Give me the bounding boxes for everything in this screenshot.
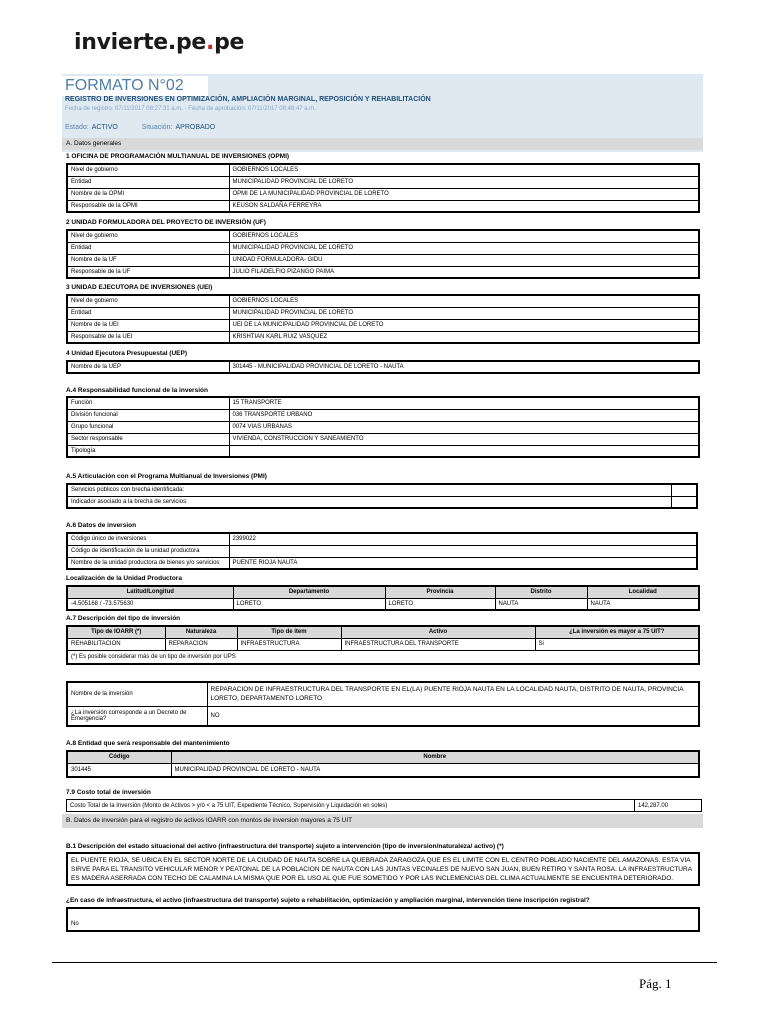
a6-title: A.6 Datos de inversion bbox=[66, 522, 137, 529]
table-row bbox=[67, 908, 699, 931]
table-row bbox=[67, 409, 699, 421]
b1-table bbox=[66, 852, 700, 886]
a8-table bbox=[66, 750, 700, 778]
opmi-key: Entidad bbox=[67, 176, 229, 188]
table-row bbox=[67, 682, 699, 706]
estado-label: Estado: bbox=[65, 124, 89, 131]
a7-header: Tipo de IOARR (*) bbox=[67, 626, 165, 638]
a7-table bbox=[66, 625, 700, 665]
uei-value: KRISHTIAN KARL RUIZ VASQUEZ bbox=[229, 331, 699, 343]
a4-value bbox=[229, 445, 699, 457]
table-row bbox=[67, 254, 699, 266]
uei-value: GOBIERNOS LOCALES bbox=[229, 295, 699, 307]
uf-key: Nivel de gobierno bbox=[67, 230, 229, 242]
form-title: FORMATO N°02 bbox=[65, 77, 184, 94]
table-row bbox=[67, 800, 702, 812]
a4-value: 0074 VIAS URBANAS bbox=[229, 421, 699, 433]
a4-key: Función bbox=[67, 397, 229, 409]
a6-table bbox=[66, 532, 698, 570]
situacion-value: APROBADO bbox=[175, 124, 216, 131]
opmi-key: Nivel de gobierno bbox=[67, 164, 229, 176]
a4-value: 036 TRANSPORTE URBANO bbox=[229, 409, 699, 421]
a8-cell: 301445 bbox=[67, 763, 171, 777]
table-row bbox=[67, 638, 699, 650]
a5-key: Servicios públicos con brecha identificada: bbox=[67, 484, 671, 496]
b1-title: B.1 Descripción del estado situacional del activo (infraestructura del transporte) sujeto a intervención (tipo de inversion/naturaleza/ activo) (*) bbox=[66, 843, 504, 850]
page-number: Pág. 1 bbox=[639, 976, 672, 991]
a4-title: A.4 Responsabilidad funcional de la inversión bbox=[66, 387, 208, 394]
a5-title: A.5 Articulación con el Programa Multianual de Inversiones (PMI) bbox=[66, 473, 267, 480]
uei-key: Responsable de la UEI bbox=[67, 331, 229, 343]
costo-label: Costo Total de la Inversión (Monto de Activos > y/ó < a 75 UIT, Expediente Técnico, Supervisión y Liquidación en soles) bbox=[67, 800, 635, 812]
loc-table bbox=[66, 585, 700, 611]
table-row bbox=[67, 598, 699, 610]
table-row bbox=[67, 433, 699, 445]
table-header-row bbox=[67, 751, 699, 763]
loc-header: Localidad bbox=[587, 586, 699, 598]
loc-cell: LORETO bbox=[233, 598, 385, 610]
a7-header: Tipo de ítem bbox=[237, 626, 341, 638]
footer-divider bbox=[52, 962, 717, 963]
uep-title: 4 Unidad Ejecutora Presupuestal (UEP) bbox=[66, 350, 188, 357]
a5-value bbox=[671, 496, 697, 508]
a6-key: Código único de inversiones bbox=[67, 533, 229, 545]
uf-table bbox=[66, 229, 700, 279]
a8-title: A.8 Entidad que será responsable del mantenimiento bbox=[66, 740, 230, 747]
b2-table bbox=[66, 907, 700, 932]
table-header-row bbox=[67, 626, 699, 638]
uf-value: GOBIERNOS LOCALES bbox=[229, 230, 699, 242]
table-row bbox=[67, 421, 699, 433]
table-row bbox=[67, 545, 697, 557]
a7-header: Naturaleza bbox=[165, 626, 237, 638]
a4-table bbox=[66, 396, 700, 458]
form-subtitle: REGISTRO DE INVERSIONES EN OPTIMIZACIÓN, AMPLIACIÓN MARGINAL, REPOSICIÓN Y REHABILITACIÓN bbox=[65, 96, 431, 103]
table-row bbox=[67, 650, 699, 664]
loc-header: Latitud/Longitud bbox=[67, 586, 233, 598]
uep-key: Nombre de la UEP bbox=[67, 361, 229, 373]
uf-title: 2 UNIDAD FORMULADORA DEL PROYECTO DE INVERSIÓN (UF) bbox=[66, 219, 266, 226]
a4-key: Tipología bbox=[67, 445, 229, 457]
table-row bbox=[67, 331, 699, 343]
loc-cell: -4.505168 / -73.575630 bbox=[67, 598, 233, 610]
uep-value: 301445 - MUNICIPALIDAD PROVINCIAL DE LORETO - NAUTA bbox=[229, 361, 699, 373]
form-dates: Fecha de registro: 07/11/2017 08:27:31 a.m. · Fecha de aprobación: 07/11/2017 08:48:47 a.m. bbox=[65, 106, 316, 112]
b1-text: EL PUENTE RIOJA, SE UBICA EN EL SECTOR NORTE DE LA CIUDAD DE NAUTA SOBRE LA QUEBRADA ZARAGOZA QUE ES EL LIMITE CON EL CENTRO POBLADO NACIENTE DEL AMAZONAS. ESTA VIA SIRVE PARA EL TRANSITO VEHICULAR MENOR Y PEATONAL DE LA POBLACION DE NAUTA CON LAS JUNTAS VECINALES DE NUEVO SAN JUAN, BUEN RETIRO Y SANTA ROSA. LA INFRAESTRUCTURA ES MADERA ASERRADA CON TECHO DE CALAMINA LA MISMA QUE POR EL USO AL QUE FUE SOMETIDO Y POR LAS INCLEMENCIAS DEL CLIMA ACTUALMENTE SE ENCUENTRA DETERIORADO. bbox=[67, 853, 699, 885]
invierte-logo: invierte.pe.pe bbox=[74, 30, 245, 55]
uei-value: MUNICIPALIDAD PROVINCIAL DE LORETO bbox=[229, 307, 699, 319]
uei-key: Entidad bbox=[67, 307, 229, 319]
a7-header: ¿La inversión es mayor a 75 UIT? bbox=[535, 626, 699, 638]
situacion-label: Situación: bbox=[141, 124, 173, 131]
a7-cell: INFRAESTRUCTURA DEL TRANSPORTE bbox=[341, 638, 535, 650]
a6-value: PUENTE RIOJA NAUTA bbox=[229, 557, 697, 569]
table-row bbox=[67, 557, 697, 569]
a8-cell: MUNICIPALIDAD PROVINCIAL DE LORETO - NAUTA bbox=[171, 763, 699, 777]
a7-note: (*) Es posible considerar más de un tipo de inversión por UPS bbox=[67, 650, 699, 664]
inversion-name-label: Nombre de la inversión bbox=[67, 682, 207, 706]
a8-header: Código bbox=[67, 751, 171, 763]
opmi-key: Responsable de la OPMI bbox=[67, 200, 229, 212]
table-row bbox=[67, 307, 699, 319]
loc-cell: LORETO bbox=[385, 598, 495, 610]
a6-key: Nombre de la unidad productora de bienes y/o servicios bbox=[67, 557, 229, 569]
table-row bbox=[67, 176, 699, 188]
opmi-title: 1 OFICINA DE PROGRAMACIÓN MULTIANUAL DE INVERSIONES (OPMI) bbox=[66, 153, 290, 160]
table-row bbox=[67, 445, 699, 457]
table-row bbox=[67, 763, 699, 777]
decreto-label: ¿La inversión corresponde a un Decreto de Emergencia? bbox=[67, 706, 207, 726]
a7-cell: REHABILITACION bbox=[67, 638, 165, 650]
loc-header: Distrito bbox=[495, 586, 587, 598]
uf-value: JULIO FILADELFIO PIZANGO PAIMA bbox=[229, 266, 699, 278]
table-row bbox=[67, 397, 699, 409]
table-row bbox=[67, 484, 697, 496]
table-row bbox=[67, 319, 699, 331]
a4-value: 15 TRANSPORTE bbox=[229, 397, 699, 409]
section-b-header: B. Datos de inversión para el registro de activos IOARR con montos de inversion mayores a 75 UIT bbox=[62, 814, 703, 828]
a7-cell: Si bbox=[535, 638, 699, 650]
loc-title: Localización de la Unidad Productora bbox=[66, 575, 182, 582]
a4-key: División funcional bbox=[67, 409, 229, 421]
table-row bbox=[67, 266, 699, 278]
table-row bbox=[67, 361, 699, 373]
costo-value: 142,287.00 bbox=[635, 800, 702, 812]
uf-key: Nombre de la UF bbox=[67, 254, 229, 266]
uf-key: Responsable de la UF bbox=[67, 266, 229, 278]
table-row bbox=[67, 533, 697, 545]
table-row bbox=[67, 706, 699, 726]
table-row bbox=[67, 295, 699, 307]
table-row bbox=[67, 496, 697, 508]
a4-key: Sector responsable bbox=[67, 433, 229, 445]
costo-title: 7.9 Costo total de inversión bbox=[66, 789, 151, 796]
uei-table bbox=[66, 294, 700, 344]
a6-value bbox=[229, 545, 697, 557]
a8-header: Nombre bbox=[171, 751, 699, 763]
a6-key: Código de identificación de la unidad productora bbox=[67, 545, 229, 557]
uf-value: UNIDAD FORMULADORA- GIDU bbox=[229, 254, 699, 266]
status-row bbox=[65, 124, 237, 131]
opmi-key: Nombre de la OPMI bbox=[67, 188, 229, 200]
uei-key: Nombre de la UEI bbox=[67, 319, 229, 331]
opmi-value: OPMI DE LA MUNICIPALIDAD PROVINCIAL DE LORETO bbox=[229, 188, 699, 200]
loc-cell: NAUTA bbox=[495, 598, 587, 610]
table-row bbox=[67, 230, 699, 242]
costo-table bbox=[66, 799, 702, 812]
table-row bbox=[67, 242, 699, 254]
uep-table bbox=[66, 360, 700, 374]
table-row bbox=[67, 853, 699, 885]
a7-cell: INFRAESTRUCTURA bbox=[237, 638, 341, 650]
a4-key: Grupo funcional bbox=[67, 421, 229, 433]
opmi-value: GOBIERNOS LOCALES bbox=[229, 164, 699, 176]
section-a-header: A. Datos generales bbox=[62, 138, 703, 150]
b2-title: ¿En caso de infraestructura, el activo (infraestructura del transporte) sujeto a rehabilitación, optimización y ampliación marginal, intervención tiene inscripción registral? bbox=[66, 897, 590, 904]
uf-key: Entidad bbox=[67, 242, 229, 254]
uei-key: Nivel de gobierno bbox=[67, 295, 229, 307]
loc-header: Provincia bbox=[385, 586, 495, 598]
table-row bbox=[67, 164, 699, 176]
inversion-table bbox=[66, 681, 700, 727]
opmi-table bbox=[66, 163, 700, 213]
estado-value: ACTIVO bbox=[91, 124, 118, 131]
a5-table bbox=[66, 483, 698, 509]
a6-value: 2399022 bbox=[229, 533, 697, 545]
a5-value bbox=[671, 484, 697, 496]
opmi-value: MUNICIPALIDAD PROVINCIAL DE LORETO bbox=[229, 176, 699, 188]
b2-value: No bbox=[67, 908, 699, 931]
uei-value: UEI DE LA MUNICIPALIDAD PROVINCIAL DE LORETO bbox=[229, 319, 699, 331]
uf-value: MUNICIPALIDAD PROVINCIAL DE LORETO bbox=[229, 242, 699, 254]
table-row bbox=[67, 200, 699, 212]
a5-key: Indicador asociado a la brecha de servicios: bbox=[67, 496, 671, 508]
table-row bbox=[67, 188, 699, 200]
opmi-value: KEUSON SALDAÑA FERREYRA bbox=[229, 200, 699, 212]
uei-title: 3 UNIDAD EJECUTORA DE INVERSIONES (UEI) bbox=[66, 284, 213, 291]
a7-title: A.7 Descripción del tipo de inversión bbox=[66, 615, 181, 622]
decreto-value: NO bbox=[207, 706, 699, 726]
a7-cell: REPARACION bbox=[165, 638, 237, 650]
table-header-row bbox=[67, 586, 699, 598]
a7-header: Activo bbox=[341, 626, 535, 638]
loc-cell: NAUTA bbox=[587, 598, 699, 610]
loc-header: Departamento bbox=[233, 586, 385, 598]
a4-value: VIVIENDA, CONSTRUCCION Y SANEAMIENTO bbox=[229, 433, 699, 445]
inversion-name: REPARACION DE INFRAESTRUCTURA DEL TRANSPORTE EN EL(LA) PUENTE RIOJA NAUTA EN LA LOCALIDAD NAUTA, DISTRITO DE NAUTA, PROVINCIA LORETO, DEPARTAMENTO LORETO bbox=[207, 682, 699, 706]
